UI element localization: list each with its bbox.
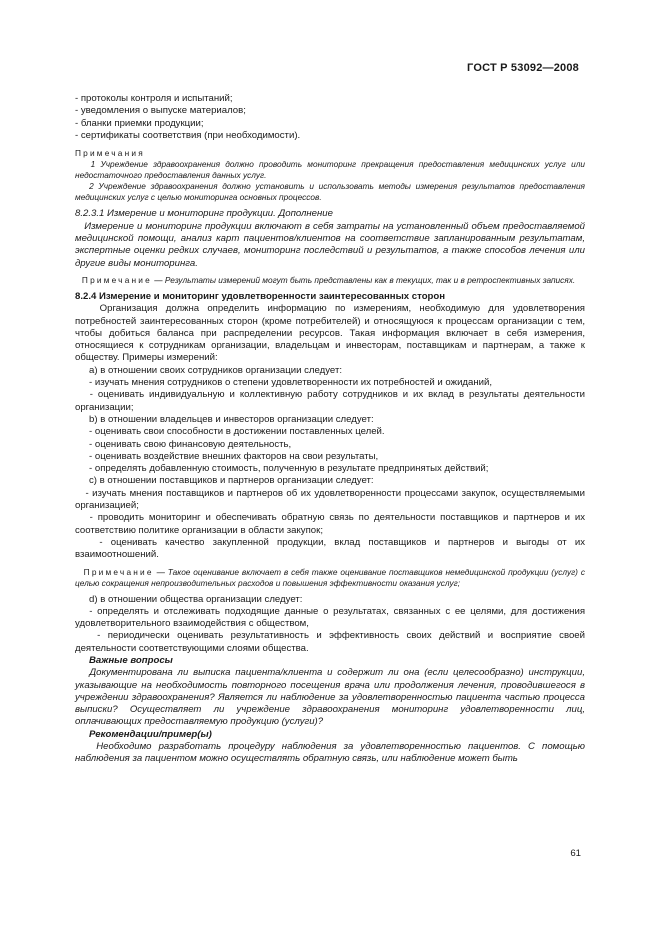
- list-item: - периодически оценивать результативность и эффективность своих действий и восприятие своей деятельности соответствующими слоями общества.: [75, 630, 585, 654]
- list-item: - оценивать воздействие внешних факторов на свои результаты,: [89, 450, 379, 462]
- list-item: - оценивать качество закупленной продукции, вклад поставщиков и партнеров и выгоды от их взаимоотношений.: [75, 536, 585, 561]
- section-heading-8231: 8.2.3.1 Измерение и мониторинг продукции. Дополнение: [75, 208, 333, 220]
- list-item: а) в отношении своих сотрудников организации следует:: [89, 364, 343, 376]
- list-item: - оценивать свою финансовую деятельность,: [89, 438, 292, 450]
- questions-text: Документирована ли выписка пациента/клиента и содержит ли она (если целесообразно) инструкции, указывающие на необходимость повторного посещения врача или продолжения лечения, проводившегося в учреждении здравоохранения? Является ли наблюдение за удовлетворенностью пациента частью процесса выписки? Осуществляет ли учреждение здравоохранения мониторинг удовлетворенности лиц, оплачивающих предоставляемую продукцию (услуги)?: [75, 667, 585, 728]
- section-intro-824: Организация должна определить информацию по измерениям, необходимую для удовлетворения потребностей заинтересованных сторон (кроме потребителей) и относящуюся к процессам организации с тем, чтобы добиться баланса при распределении ресурсов. Такая информация включает в себя измерения, относящиеся к сотрудникам организации, владельцам и инвесторам, поставщикам и партнерам, а также к обществу. Примеры измерений:: [75, 303, 585, 364]
- questions-title: Важные вопросы: [89, 654, 173, 666]
- list-item: - проводить мониторинг и обеспечивать обратную связь по деятельности поставщиков и партнеров и их соответствию политике организации в области закупок;: [75, 512, 586, 536]
- page-content: [75, 93, 585, 766]
- section-heading-824: 8.2.4 Измерение и мониторинг удовлетворенности заинтересованных сторон: [75, 290, 446, 302]
- recommendations-text: Необходимо разработать процедуру наблюдения за удовлетворенностью пациентов. С помощью наблюдения за пациентом можно осуществлять обратную связь, или наблюдение может быть: [75, 741, 585, 765]
- document-header: ГОСТ Р 53092—2008: [467, 62, 579, 74]
- list-item: - уведомления о выпуске материалов;: [75, 105, 246, 117]
- list-item: - протоколы контроля и испытаний;: [75, 93, 233, 104]
- list-item: - оценивать свои способности в достижении поставленных целей.: [89, 426, 385, 438]
- section-text-8231: Измерение и мониторинг продукции включают в себя затраты на установленный объем предоставляемой медицинской помощи, анализ карт пациентов/клиентов на соответствие запланированным результатам, экспертные оценки редких случаев, мониторинг последствий и результатов, а также способов лечения или другие виды мониторинга.: [75, 220, 586, 269]
- note-8231: Примечание — Результаты измерений могут быть представлены как в текущих, так и в ретроспективных записях.: [81, 274, 576, 285]
- list-item: - бланки приемки продукции;: [75, 117, 204, 129]
- note-1: 1 Учреждение здравоохранения должно проводить мониторинг прекращения предоставления медицинских услуг или недостаточного предоставления данных услуг.: [75, 159, 586, 181]
- list-item: d) в отношении общества организации следует:: [89, 593, 303, 605]
- page-number: 61: [570, 848, 581, 859]
- recommendations-title: Рекомендации/пример(ы): [89, 728, 212, 740]
- list-item: - определять добавленную стоимость, полученную в результате предпринятых действий;: [89, 463, 489, 475]
- list-item: - сертификаты соответствия (при необходимости).: [75, 129, 301, 141]
- list-item: с) в отношении поставщиков и партнеров организации следует:: [89, 475, 374, 487]
- list-item: - определять и отслеживать подходящие данные о результатах, связанных с ее целями, для достижения удовлетворительного взаимодействия с обществом,: [75, 605, 586, 630]
- note-824: Примечание — Такое оценивание включает в себя также оценивание поставщиков немедицинской продукции (услуг) с целью сокращения непроизводительных расходов и повышения эффективности оказания услуг;: [75, 566, 585, 588]
- note-2: 2 Учреждение здравоохранения должно установить и использовать методы измерения результатов предоставления медицинских услуг с целью мониторинга основных процессов.: [75, 181, 585, 203]
- list-item: - изучать мнения поставщиков и партнеров об их удовлетворенности процессами закупок, осуществляемыми организацией;: [75, 487, 585, 512]
- list-item: b) в отношении владельцев и инвесторов организации следует:: [89, 413, 374, 425]
- notes-title: Примечания: [75, 148, 145, 159]
- list-item: - оценивать индивидуальную и коллективную работу сотрудников и их вклад в результаты деятельности организации;: [75, 389, 585, 413]
- list-item: - изучать мнения сотрудников о степени удовлетворенности их потребностей и ожиданий,: [89, 377, 493, 389]
